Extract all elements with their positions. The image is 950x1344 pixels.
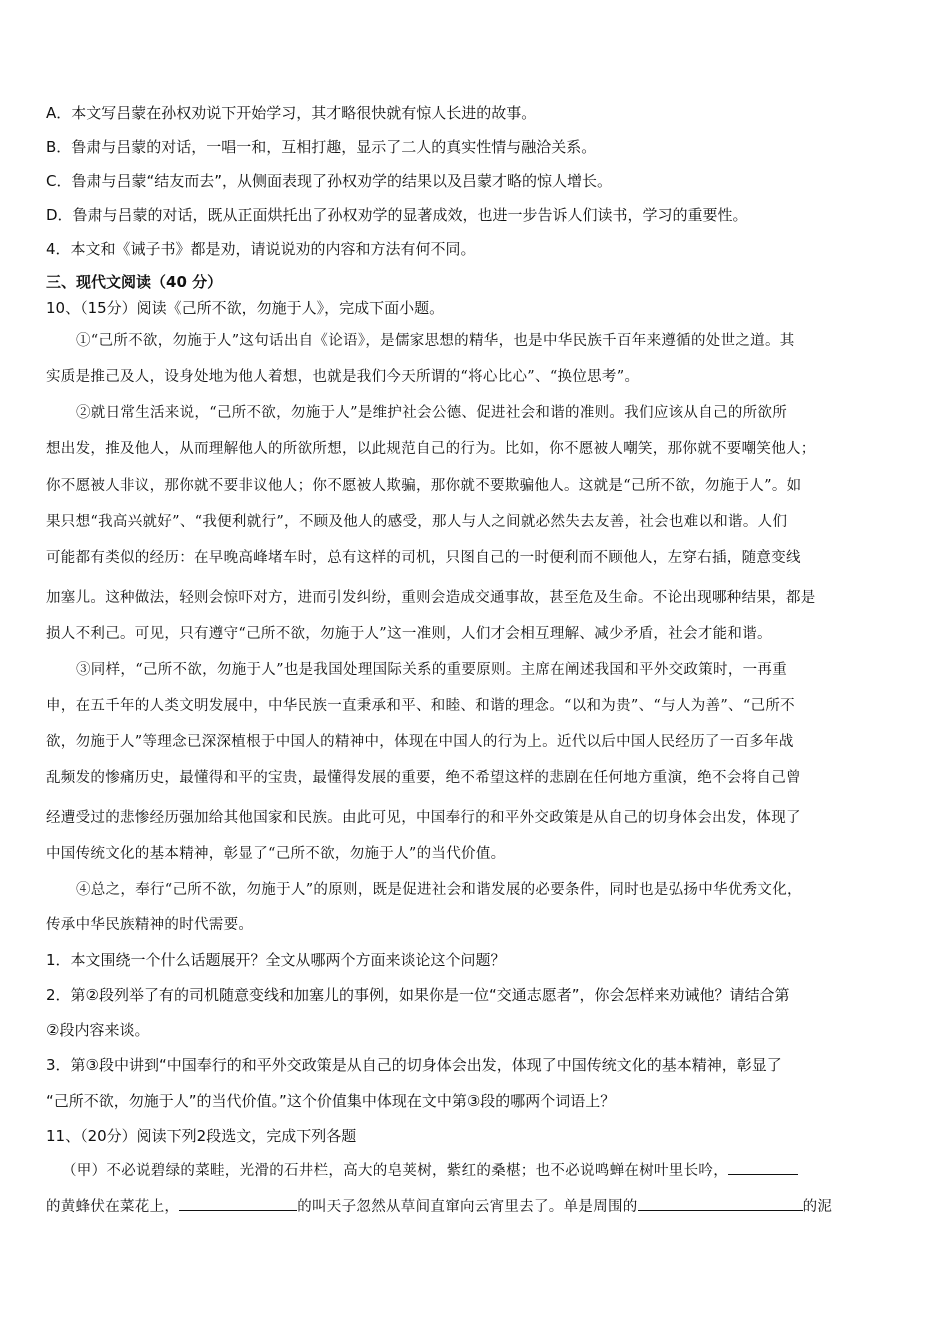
passage-p2-line2: 想出发，推及他人，从而理解他人的所欲所想，以此规范自己的行为。比如，你不愿被人嘲笑，那你就不要嘲笑他人； (46, 441, 816, 457)
passage-p4-line1: ④总之，奉行“己所不欲，勿施于人”的原则，既是促进社会和谐发展的必要条件，同时也是弘扬中华优秀文化， (76, 882, 802, 898)
passage-p2-line6: 加塞儿。这种做法，轻则会惊吓对方，进而引发纠纷，重则会造成交通事故，甚至危及生命。不论出现哪种结果，都是 (46, 590, 816, 606)
fill-blank-3[interactable] (638, 1196, 803, 1211)
passage-p3-line5: 经遭受过的悲惨经历强加给其他国家和民族。由此可见，中国奉行的和平外交政策是从自己的切身体会出发，体现了 (46, 810, 801, 826)
excerpt-line2-text-b: 的叫天子忽然从草间直窜向云宵里去了。单是周围的 (297, 1199, 638, 1215)
fill-blank-1[interactable] (728, 1160, 798, 1175)
excerpt-line2-text-c: 的泥 (802, 1199, 833, 1215)
excerpt-line1 (62, 1160, 798, 1181)
passage-p1-line2: 实质是推己及人，设身处地为他人着想，也就是我们今天所谓的“将心比心”、“换位思考”。 (46, 369, 640, 385)
question-4: 4．本文和《诫子书》都是劝，请说说劝的内容和方法有何不同。 (46, 240, 476, 258)
option-d: D．鲁肃与吕蒙的对话，既从正面烘托出了孙权劝学的显著成效，也进一步告诉人们读书，学习的重要性。 (46, 206, 748, 224)
option-c: C．鲁肃与吕蒙“结友而去”，从侧面表现了孙权劝学的结果以及吕蒙才略的惊人增长。 (46, 172, 613, 190)
passage-p2-line4: 果只想“我高兴就好”、“我便利就行”，不顾及他人的感受，那人与人之间就必然失去友善，社会也难以和谐。人们 (46, 514, 788, 530)
passage-p1-line1: ①“己所不欲，勿施于人”这句话出自《论语》，是儒家思想的精华，也是中华民族千百年来遵循的处世之道。其 (76, 333, 795, 349)
passage-p2-line3: 你不愿被人非议，那你就不要非议他人；你不愿被人欺骗，那你就不要欺骗他人。这就是“己所不欲，勿施于人”。如 (46, 478, 802, 494)
option-b: B．鲁肃与吕蒙的对话，一唱一和，互相打趣，显示了二人的真实性情与融洽关系。 (46, 138, 597, 156)
question-3-line2: “己所不欲，勿施于人”的当代价值。”这个价值集中体现在文中第③段的哪两个词语上？ (46, 1092, 616, 1110)
excerpt-line2-text-a: 的黄蜂伏在菜花上， (46, 1199, 180, 1215)
excerpt-line1-text: （甲）不必说碧绿的菜畦，光滑的石井栏，高大的皂荚树，紫红的桑椹；也不必说鸣蝉在树叶里长吟， (62, 1163, 728, 1179)
passage-p2-line1: ②就日常生活来说，“己所不欲，勿施于人”是维护社会公德、促进社会和谐的准则。我们应该从自己的所欲所 (76, 405, 788, 421)
question-3-line1: 3．第③段中讲到“中国奉行的和平外交政策是从自己的切身体会出发，体现了中国传统文化的基本精神，彰显了 (46, 1056, 782, 1074)
question-10-intro: 10、（15分）阅读《己所不欲，勿施于人》，完成下面小题。 (46, 299, 445, 317)
excerpt-line2 (46, 1196, 832, 1217)
fill-blank-2[interactable] (179, 1196, 297, 1211)
question-2-line1: 2．第②段列举了有的司机随意变线和加塞儿的事例，如果你是一位“交通志愿者”，你会怎样来劝诫他？请结合第 (46, 986, 790, 1004)
question-1: 1．本文围绕一个什么话题展开？全文从哪两个方面来谈论这个问题？ (46, 951, 506, 969)
section-3-title: 三、现代文阅读（40 分） (46, 273, 223, 291)
passage-p2-line5: 可能都有类似的经历：在早晚高峰堵车时，总有这样的司机，只图自己的一时便利而不顾他人，左穿右插，随意变线 (46, 550, 801, 566)
option-a: A．本文写吕蒙在孙权劝说下开始学习，其才略很快就有惊人长进的故事。 (46, 104, 537, 122)
question-2-line2: ②段内容来谈。 (46, 1021, 150, 1039)
passage-p2-line7: 损人不利己。可见，只有遵守“己所不欲，勿施于人”这一准则，人们才会相互理解、减少矛盾，社会才能和谐。 (46, 626, 772, 642)
passage-p3-line6: 中国传统文化的基本精神，彰显了“己所不欲，勿施于人”的当代价值。 (46, 846, 506, 862)
passage-p3-line3: 欲，勿施于人”等理念已深深植根于中国人的精神中，体现在中国人的行为上。近代以后中国人民经历了一百多年战 (46, 734, 794, 750)
passage-p4-line2: 传承中华民族精神的时代需要。 (46, 917, 254, 933)
passage-p3-line1: ③同样，“己所不欲，勿施于人”也是我国处理国际关系的重要原则。主席在阐述我国和平外交政策时，一再重 (76, 662, 788, 678)
passage-p3-line4: 乱频发的惨痛历史，最懂得和平的宝贵，最懂得发展的重要，绝不希望这样的悲剧在任何地方重演，绝不会将自己曾 (46, 770, 801, 786)
passage-p3-line2: 申，在五千年的人类文明发展中，中华民族一直秉承和平、和睦、和谐的理念。“以和为贵”、“与人为善”、“己所不 (46, 698, 795, 714)
question-11-intro: 11、（20分）阅读下列2段选文，完成下列各题 (46, 1127, 357, 1145)
